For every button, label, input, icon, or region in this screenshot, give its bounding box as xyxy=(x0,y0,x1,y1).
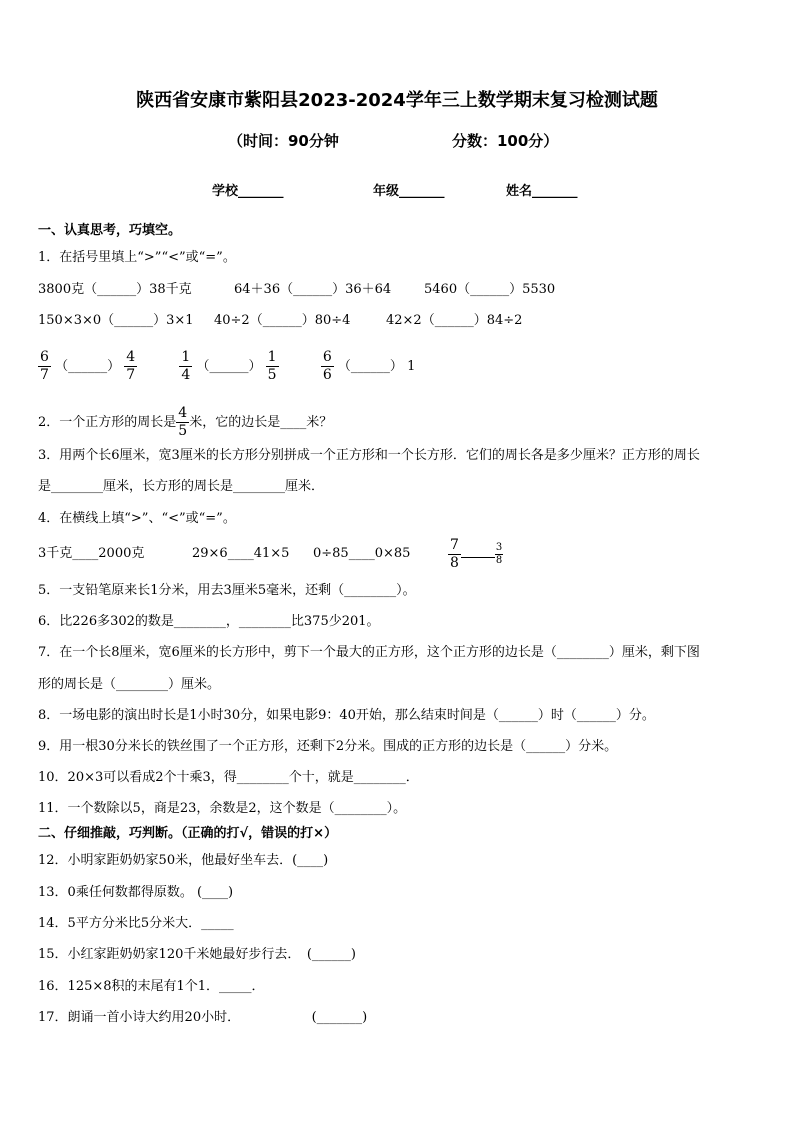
question-15[interactable]: 15．小红家距奶奶家120千米她最好步行去． (______) xyxy=(38,947,356,962)
fraction: $\frac{7}{8}$ xyxy=(450,537,459,571)
fraction: $\frac{1}{5}$ xyxy=(267,349,277,383)
question-8[interactable]: 8．一场电影的演出时长是1小时30分，如果电影9：40开始，那么结束时间是（______）时（______）分。 xyxy=(38,708,655,723)
question-3-answer[interactable]: 是________厘米，长方形的周长是________厘米． xyxy=(38,479,325,494)
question-4: 4．在横线上填“>”、“<”或“=”。 xyxy=(38,511,236,526)
q1-fraction-row: $\frac{6}{7}$ （______） $\frac{4}{7}$ $\frac{1}{4}$ （______） $\frac{1}{5}$ $\frac{6}{6}$ （______） 1 xyxy=(40,349,416,383)
fraction: $\frac{4}{5}$ xyxy=(178,405,188,439)
q4-fraction-item[interactable] xyxy=(448,536,503,574)
question-7[interactable]: 7．在一个长8厘米，宽6厘米的长方形中，剪下一个最大的正方形，这个正方形的边长是（________）厘米，剩下图 xyxy=(38,645,700,660)
q1-item[interactable]: 42×2（______）84÷2 xyxy=(386,313,523,328)
question-1: 1．在括号里填上“>”“<”或“=”。 xyxy=(38,250,236,265)
fraction: $\frac{1}{4}$ xyxy=(181,349,191,383)
question-10[interactable]: 10．20×3可以看成2个十乘3，得________个十，就是________． xyxy=(38,770,419,785)
grade-field[interactable]: 年级_______ xyxy=(373,184,445,199)
question-7-cont[interactable]: 形的周长是（________）厘米。 xyxy=(38,677,221,692)
question-11[interactable]: 11．一个数除以5，商是23，余数是2，这个数是（________）。 xyxy=(38,801,407,816)
answer-blank[interactable]: （______） xyxy=(55,359,121,374)
question-17[interactable]: 17．朗诵一首小诗大约用20小时． (_______) xyxy=(38,1010,368,1025)
name-field[interactable]: 姓名_______ xyxy=(506,184,578,199)
section-2-heading: 二、仔细推敲，巧判断。（正确的打√，错误的打×） xyxy=(38,826,338,841)
section-1-heading: 一、认真思考，巧填空。 xyxy=(38,223,182,238)
q1-item[interactable]: 150×3×0（______）3×1 xyxy=(38,313,194,328)
question-2: 2．一个正方形的周长是 $\frac{4}{5}$ 米，它的边长是____米？ xyxy=(38,405,333,439)
fraction: $\frac{4}{7}$ xyxy=(126,349,136,383)
question-14[interactable]: 14．5平方分米比5分米大．_____ xyxy=(38,916,234,931)
fraction: $\frac{3}{8}$ xyxy=(495,542,503,566)
q4-item[interactable]: 0÷85____0×85 xyxy=(313,546,411,561)
answer-blank[interactable]: （______） xyxy=(337,359,403,374)
question-9[interactable]: 9．用一根30分米长的铁丝围了一个正方形，还剩下2分米。围成的正方形的边长是（______）分米。 xyxy=(38,739,618,754)
fraction: $\frac{6}{7}$ xyxy=(40,349,49,383)
fraction: $\frac{6}{6}$ xyxy=(322,349,332,383)
answer-blank[interactable]: （______） xyxy=(196,359,262,374)
exam-time: （时间：90分钟 xyxy=(228,132,339,150)
question-6[interactable]: 6．比226多302的数是________，________比375少201。 xyxy=(38,614,380,629)
school-field[interactable]: 学校_______ xyxy=(212,184,284,199)
q1-item[interactable]: 3800克（______）38千克 xyxy=(38,282,192,297)
q4-item[interactable]: 3千克____2000克 xyxy=(38,546,145,561)
question-16[interactable]: 16．125×8积的末尾有1个1．_____． xyxy=(38,979,265,994)
question-3: 3．用两个长6厘米，宽3厘米的长方形分别拼成一个正方形和一个长方形．它们的周长各是多少厘米？正方形的周长 xyxy=(38,448,700,463)
q1-item[interactable]: 5460（______）5530 xyxy=(424,282,556,297)
q4-item[interactable]: 29×6____41×5 xyxy=(192,546,290,561)
question-5[interactable]: 5．一支铅笔原来长1分米，用去3厘米5毫米，还剩（________）。 xyxy=(38,583,416,598)
q1-item[interactable]: 64＋36（______）36＋64 xyxy=(234,282,392,297)
question-12[interactable]: 12．小明家距奶奶家50米，他最好坐车去．(____) xyxy=(38,853,329,868)
page-title: 陕西省安康市紫阳县2023-2024学年三上数学期末复习检测试题 xyxy=(136,90,658,111)
exam-score: 分数：100分） xyxy=(452,132,559,150)
q1-item[interactable]: 40÷2（______）80÷4 xyxy=(214,313,351,328)
answer-blank[interactable] xyxy=(461,543,495,558)
question-13[interactable]: 13．0乘任何数都得原数。 (____) xyxy=(38,885,234,900)
